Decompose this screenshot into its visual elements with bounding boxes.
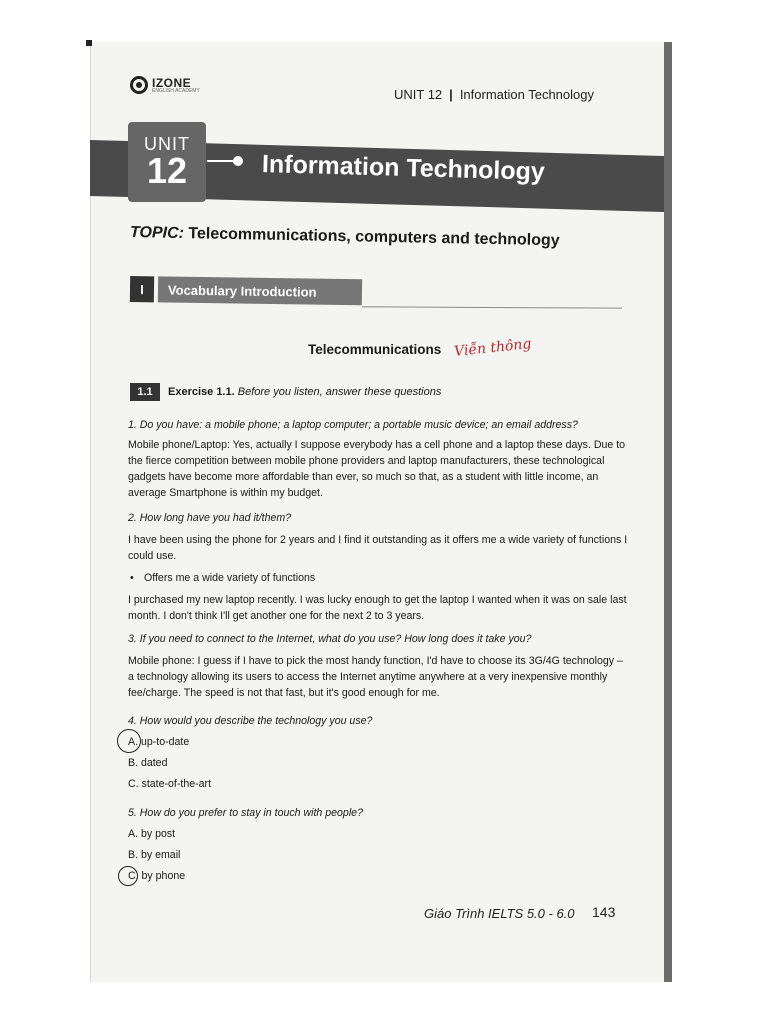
q4-option-b: B. dated bbox=[128, 757, 168, 769]
logo-brand: IZONE bbox=[152, 75, 192, 90]
exercise-instruction: Before you listen, answer these questions bbox=[237, 386, 442, 398]
question-5-block bbox=[128, 805, 628, 884]
footer-book-title: Giáo Trình IELTS 5.0 - 6.0 bbox=[424, 906, 575, 921]
answer-3: Mobile phone: I guess if I have to pick the most handy function, I'd have to choose its 3G/4G technology – a technology allowing its users to access the Internet anytime anywhere at a very inexpensive monthly fee/charge. The speed is not that fast, but it's good enough for me. bbox=[128, 655, 623, 699]
banner-dot-icon bbox=[233, 156, 243, 166]
topic-prefix: TOPIC: bbox=[129, 224, 185, 243]
header-subject: Information Technology bbox=[459, 87, 594, 102]
running-header bbox=[394, 87, 594, 102]
answer-circle-q4 bbox=[117, 729, 141, 753]
exercise-tag: 1.1 bbox=[130, 383, 160, 401]
question-5: 5. How do you prefer to stay in touch with people? bbox=[128, 807, 363, 819]
answer-1: Mobile phone/Laptop: Yes, actually I suppose everybody has a cell phone and a laptop these days. Due to the fierce competition between mobile phone providers and laptop manufacturers, these technological gadgets have become more affordable than ever, so much so that, as a student with little income, an average Smartphone is within my budget. bbox=[128, 439, 626, 499]
question-1-block bbox=[128, 417, 628, 501]
bullet-item: • Offers me a wide variety of functions bbox=[128, 570, 628, 586]
answer-2: I have been using the phone for 2 years and I find it outstanding as it offers me a wide variety of functions I could use. bbox=[128, 534, 628, 562]
question-1: 1. Do you have: a mobile phone; a laptop computer; a portable music device; an email address? bbox=[128, 419, 578, 431]
exercise-heading bbox=[168, 386, 441, 398]
question-2-block bbox=[128, 510, 628, 624]
page-number: 143 bbox=[592, 904, 616, 920]
section-title: Vocabulary Introduction bbox=[158, 276, 362, 305]
answer-circle-q5 bbox=[118, 866, 138, 886]
question-4: 4. How would you describe the technology you use? bbox=[128, 715, 373, 727]
logo-ring-icon bbox=[130, 76, 148, 94]
page-edge-shadow bbox=[664, 42, 672, 982]
corner-mark bbox=[86, 40, 92, 46]
question-3: 3. If you need to connect to the Internet, what do you use? How long does it take you? bbox=[128, 633, 532, 645]
unit-word: UNIT bbox=[144, 134, 190, 154]
q5-option-c: C. by phone bbox=[128, 870, 186, 882]
unit-title: Information Technology bbox=[261, 150, 546, 186]
topic-text: Telecommunications, computers and technology bbox=[188, 225, 560, 250]
unit-badge bbox=[128, 122, 206, 202]
question-4-block bbox=[128, 713, 628, 792]
exercise-label: Exercise 1.1. bbox=[168, 386, 235, 398]
q5-option-b: B. by email bbox=[128, 849, 181, 861]
logo-tagline: ENGLISH ACADEMY bbox=[152, 87, 200, 94]
q4-option-c: C. state-of-the-art bbox=[128, 778, 212, 790]
q5-option-a: A. by post bbox=[128, 828, 176, 840]
header-unit: UNIT 12 bbox=[394, 87, 443, 102]
question-3-block bbox=[128, 631, 628, 701]
subheading: Telecommunications bbox=[308, 342, 442, 357]
unit-number: 12 bbox=[146, 150, 188, 191]
section-number: I bbox=[130, 276, 154, 302]
question-2: 2. How long have you had it/them? bbox=[128, 512, 292, 524]
header-separator: | bbox=[449, 87, 453, 102]
izone-logo bbox=[130, 76, 200, 94]
handwritten-note: Viễn thông bbox=[453, 335, 533, 361]
answer-2b: I purchased my new laptop recently. I was lucky enough to get the laptop I wanted when it was on sale last month. I don't think I'll get another one for the next 2 to 3 years. bbox=[128, 594, 627, 622]
q4-option-a: A. up-to-date bbox=[128, 736, 190, 748]
section-header bbox=[130, 276, 362, 305]
